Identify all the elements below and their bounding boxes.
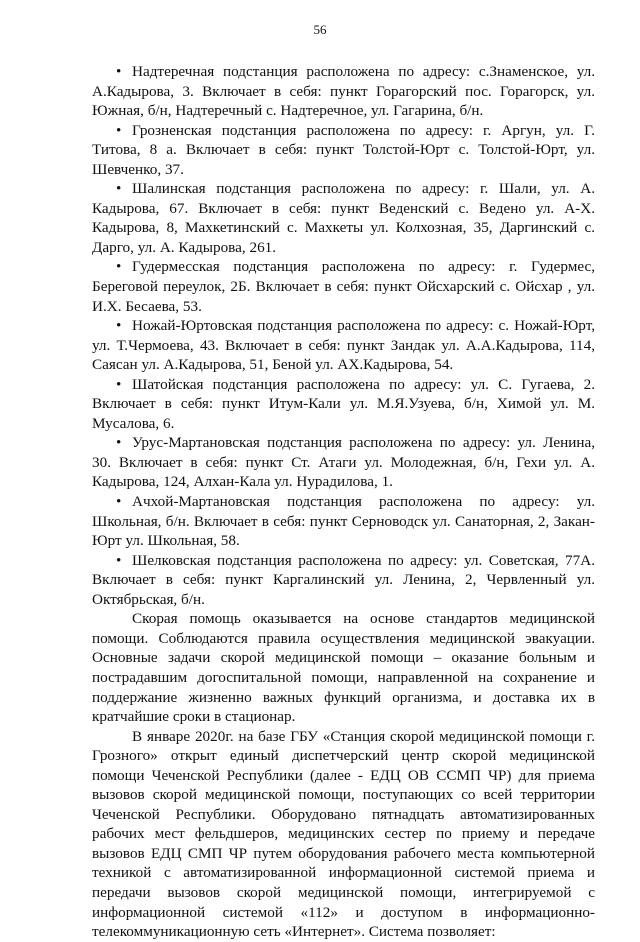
- list-item-text: Ножай-Юртовская подстанция расположена по адресу: с. Ножай-Юрт, ул. Т.Чермоева, 43. Включает в себя: пункт Зандак ул. А.А.Кадырова, 114, Саясан ул. А.Кадырова, 51, Беной ул. АХ.Кадырова, 54.: [92, 317, 595, 374]
- bullet-icon: •: [116, 258, 122, 276]
- bullet-icon: •: [116, 551, 122, 569]
- list-item-text: Шелковская подстанция расположена по адресу: ул. Советская, 77А. Включает в себя: пункт Каргалинский ул. Ленина, 2, Червленный ул. Октябрьская, б/н.: [92, 551, 595, 608]
- list-item-text: Надтеречная подстанция расположена по адресу: с.Знаменское, ул. А.Кадырова, 3. Включает в себя: пункт Горагорский пос. Горагорск, ул. Южная, б/н, Надтеречный с. Надтеречное, ул. Гагарина, б/н.: [92, 63, 595, 120]
- list-item: [92, 316, 595, 375]
- bullet-icon: •: [116, 121, 122, 139]
- bullet-icon: •: [116, 493, 122, 511]
- bullet-icon: •: [116, 180, 122, 198]
- paragraph-ambulance-standards: Скорая помощь оказывается на основе стандартов медицинской помощи. Соблюдаются правила осуществления медицинской эвакуации. Основные задачи скорой медицинской помощи – оказание больным и пострадавшим догоспитальной помощи, направленной на сохранение и поддержание жизненно важных функций организма, и доставка их в кратчайшие сроки в стационар.: [92, 610, 595, 726]
- list-item: [92, 433, 595, 492]
- list-item-text: Шалинская подстанция расположена по адресу: г. Шали, ул. А. Кадырова, 67. Включает в себя: пункт Веденский с. Ведено ул. А-Х. Кадырова, 8, Махкетинский с. Махкеты ул. Колхозная, 35, Даргинский с. Дарго, ул. А. Кадырова, 261.: [92, 180, 595, 256]
- bullet-icon: •: [116, 63, 122, 80]
- list-item: [92, 62, 595, 121]
- list-item: [92, 492, 595, 551]
- list-item-text: Гудермесская подстанция расположена по адресу: г. Гудермес, Береговой переулок, 2Б. Включает в себя: пункт Ойсхарский с. Ойсхар , ул. И.Х. Бесаева, 53.: [92, 258, 595, 315]
- bullet-icon: •: [116, 375, 122, 393]
- bullet-icon: •: [116, 434, 122, 452]
- bullet-icon: •: [116, 317, 122, 335]
- list-item: [92, 179, 595, 257]
- list-item-text: Шатойская подстанция расположена по адресу: ул. С. Гугаева, 2. Включает в себя: пункт Итум-Кали ул. М.Я.Узуева, б/н, Химой ул. М. Мусалова, 6.: [92, 375, 595, 432]
- list-item: [92, 257, 595, 316]
- list-item-text: Урус-Мартановская подстанция расположена по адресу: ул. Ленина, 30. Включает в себя: пункт Ст. Атаги ул. Молодежная, б/н, Гехи ул. А. Кадырова, 124, Алхан-Кала ул. Нурадилова, 1.: [92, 434, 595, 491]
- list-item: [92, 121, 595, 180]
- substation-list: [92, 62, 595, 609]
- list-item-text: Ачхой-Мартановская подстанция расположена по адресу: ул. Школьная, б/н. Включает в себя: пункт Серноводск ул. Санаторная, 2, Закан-Юрт ул. Школьная, 58.: [92, 493, 595, 550]
- list-item: [92, 551, 595, 610]
- paragraph-dispatch-center: В январе 2020г. на базе ГБУ «Станция скорой медицинской помощи г. Грозного» открыт единый диспетчерский центр скорой медицинской помощи Чеченской Республики (далее - ЕДЦ ОВ ССМП ЧР) для приема вызовов скорой медицинской помощи, поступающих со всей территории Чеченской Республики. Оборудовано пятнадцать автоматизированных рабочих мест фельдшеров, медицинских сестер по приему и передаче вызовов ЕДЦ СМП ЧР путем оборудования рабочего места компьютерной техникой с автоматизированной информационной системой приема и передачи вызовов скорой медицинской помощи, интегрируемой с информационной системой «112» и доступом в информационно-телекоммуникационную сеть «Интернет». Система позволяет:: [92, 727, 595, 941]
- document-body: [92, 62, 595, 942]
- page-number: 56: [313, 22, 327, 37]
- list-item-text: Грозненская подстанция расположена по адресу: г. Аргун, ул. Г. Титова, 8 а. Включает в себя: пункт Толстой-Юрт с. Толстой-Юрт, ул. Шевченко, 37.: [92, 121, 595, 178]
- list-item: [92, 375, 595, 434]
